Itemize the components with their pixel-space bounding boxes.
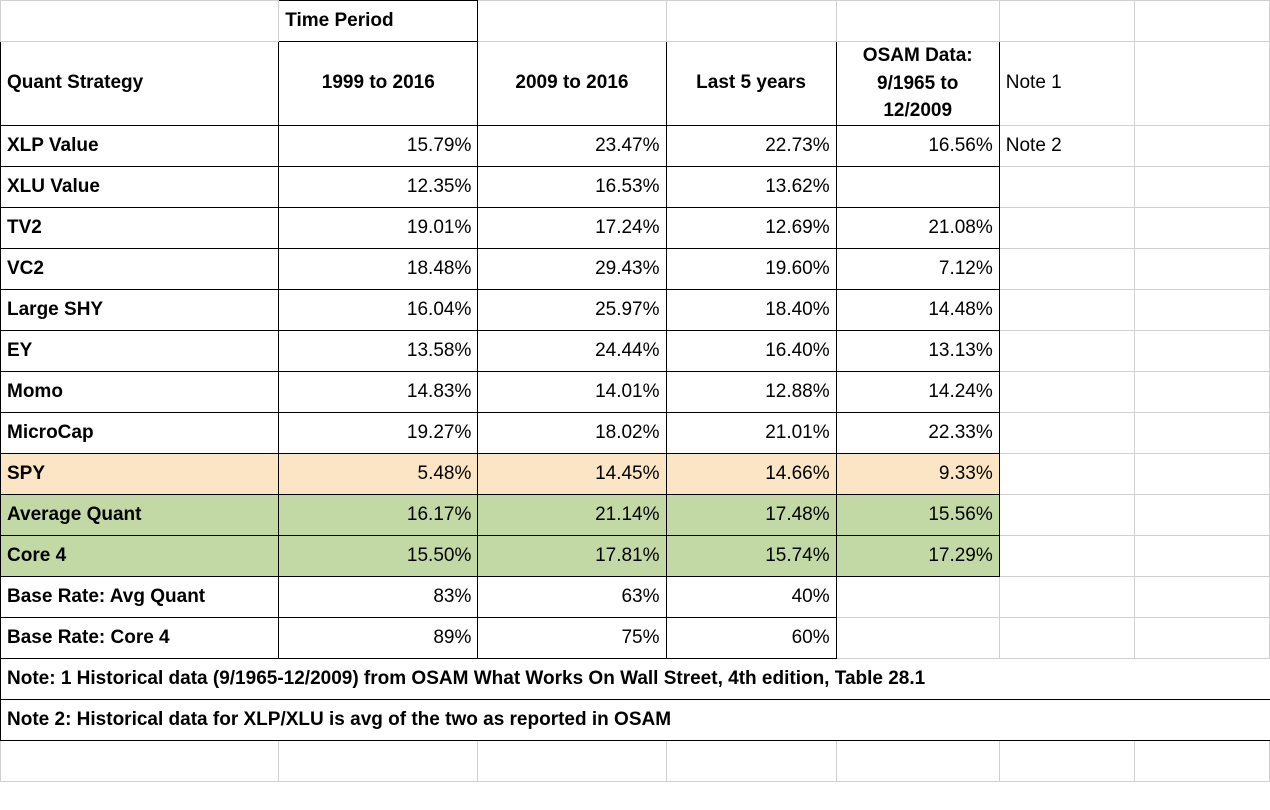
row-value-2009-2016[interactable]: 14.45% [478, 453, 666, 494]
cell-empty-f5[interactable] [999, 207, 1134, 248]
row-value-last-5-years[interactable]: 15.74% [666, 535, 836, 576]
row-label[interactable]: XLP Value [1, 125, 279, 166]
cell-empty-c18[interactable] [478, 740, 666, 781]
cell-empty-a1[interactable] [1, 1, 279, 42]
row-value-osam[interactable]: 15.56% [836, 494, 999, 535]
row-value-osam[interactable]: 13.13% [836, 330, 999, 371]
cell-empty-f15[interactable] [999, 617, 1134, 658]
table-row [1, 371, 1270, 412]
osam-header-line-3: 12/2009 [883, 100, 953, 122]
cell-empty-g11[interactable] [1134, 453, 1269, 494]
osam-header-line-1: OSAM Data: [862, 45, 973, 66]
row-value-1999-2016[interactable]: 13.58% [279, 330, 478, 371]
cell-empty-f7[interactable] [999, 289, 1134, 330]
cell-empty-g12[interactable] [1134, 494, 1269, 535]
row-label[interactable]: Large SHY [1, 289, 279, 330]
row-value-last-5-years[interactable]: 19.60% [666, 248, 836, 289]
table-row [1, 166, 1270, 207]
cell-empty-f9[interactable] [999, 371, 1134, 412]
row-value-1999-2016[interactable]: 19.01% [279, 207, 478, 248]
table-row [1, 412, 1270, 453]
row-value-last-5-years[interactable]: 22.73% [666, 125, 836, 166]
table-row-spy [1, 453, 1270, 494]
time-period-label[interactable]: Time Period [279, 1, 478, 42]
footnote-1[interactable]: Note: 1 Historical data (9/1965-12/2009) from OSAM What Works On Wall Street, 4th edition, Table 28.1 [1, 658, 1135, 699]
footnote-2[interactable]: Note 2: Historical data for XLP/XLU is avg of the two as reported in OSAM [1, 699, 1000, 740]
row-value-osam[interactable] [836, 166, 999, 207]
cell-empty-g5[interactable] [1134, 207, 1269, 248]
cell-empty-f13[interactable] [999, 535, 1134, 576]
cell-empty-b18[interactable] [279, 740, 478, 781]
row-value-last-5-years[interactable]: 12.69% [666, 207, 836, 248]
cell-empty-e18[interactable] [836, 740, 999, 781]
column-header-strategy[interactable]: Quant Strategy [1, 42, 279, 126]
row-label[interactable]: Core 4 [1, 535, 279, 576]
cell-empty-f4[interactable] [999, 166, 1134, 207]
cell-empty-g8[interactable] [1134, 330, 1269, 371]
row-value-2009-2016[interactable]: 29.43% [478, 248, 666, 289]
row-value-2009-2016[interactable]: 25.97% [478, 289, 666, 330]
row-value-2009-2016[interactable]: 75% [478, 617, 666, 658]
row-value-2009-2016[interactable]: 21.14% [478, 494, 666, 535]
row-value-2009-2016[interactable]: 63% [478, 576, 666, 617]
row-label[interactable]: SPY [1, 453, 279, 494]
row-value-last-5-years[interactable]: 18.40% [666, 289, 836, 330]
cell-empty-g17[interactable] [1134, 699, 1269, 740]
cell-empty-a18[interactable] [1, 740, 279, 781]
row-value-osam[interactable]: 21.08% [836, 207, 999, 248]
cell-empty-g4[interactable] [1134, 166, 1269, 207]
row-value-last-5-years[interactable]: 13.62% [666, 166, 836, 207]
cell-empty-f18[interactable] [999, 740, 1134, 781]
cell-empty-f8[interactable] [999, 330, 1134, 371]
row-value-last-5-years[interactable]: 40% [666, 576, 836, 617]
side-note-2[interactable]: Note 2 [999, 125, 1134, 166]
row-label[interactable]: TV2 [1, 207, 279, 248]
cell-empty-f11[interactable] [999, 453, 1134, 494]
cell-empty-g9[interactable] [1134, 371, 1269, 412]
cell-empty-g18[interactable] [1134, 740, 1269, 781]
row-value-1999-2016[interactable]: 16.04% [279, 289, 478, 330]
row-value-osam[interactable]: 16.56% [836, 125, 999, 166]
row-label[interactable]: MicroCap [1, 412, 279, 453]
cell-empty-d1[interactable] [666, 1, 836, 42]
row-value-last-5-years[interactable]: 12.88% [666, 371, 836, 412]
row-value-1999-2016[interactable]: 16.17% [279, 494, 478, 535]
row-value-2009-2016[interactable]: 17.24% [478, 207, 666, 248]
table-row-blank [1, 740, 1270, 781]
row-value-last-5-years[interactable]: 16.40% [666, 330, 836, 371]
cell-empty-g3[interactable] [1134, 125, 1269, 166]
cell-empty-f14[interactable] [999, 576, 1134, 617]
cell-empty-g14[interactable] [1134, 576, 1269, 617]
cell-empty-e1[interactable] [836, 1, 999, 42]
table-row [1, 248, 1270, 289]
row-value-last-5-years[interactable]: 60% [666, 617, 836, 658]
table-row-base-rate-avg-quant [1, 576, 1270, 617]
column-header-last-5-years[interactable]: Last 5 years [666, 42, 836, 126]
cell-empty-f6[interactable] [999, 248, 1134, 289]
row-value-osam[interactable]: 22.33% [836, 412, 999, 453]
footnote-row-2 [1, 699, 1270, 740]
row-label[interactable]: Base Rate: Core 4 [1, 617, 279, 658]
row-value-last-5-years[interactable]: 14.66% [666, 453, 836, 494]
column-header-1999-2016[interactable]: 1999 to 2016 [279, 42, 478, 126]
cell-empty-e14[interactable] [836, 576, 999, 617]
table-row-average-quant [1, 494, 1270, 535]
row-value-osam[interactable]: 17.29% [836, 535, 999, 576]
row-value-1999-2016[interactable]: 83% [279, 576, 478, 617]
row-label[interactable]: VC2 [1, 248, 279, 289]
row-value-osam[interactable]: 14.24% [836, 371, 999, 412]
osam-header-line-2: 9/1965 to [877, 72, 959, 94]
row-value-2009-2016[interactable]: 16.53% [478, 166, 666, 207]
row-value-2009-2016[interactable]: 14.01% [478, 371, 666, 412]
row-label[interactable]: Average Quant [1, 494, 279, 535]
row-value-2009-2016[interactable]: 24.44% [478, 330, 666, 371]
cell-empty-f10[interactable] [999, 412, 1134, 453]
table-header-row [1, 42, 1270, 126]
row-value-osam[interactable]: 9.33% [836, 453, 999, 494]
column-header-2009-2016[interactable]: 2009 to 2016 [478, 42, 666, 126]
footnote-row-1 [1, 658, 1270, 699]
row-value-osam[interactable]: 14.48% [836, 289, 999, 330]
side-note-1[interactable]: Note 1 [999, 42, 1134, 126]
cell-empty-g16[interactable] [1134, 658, 1269, 699]
row-value-osam[interactable]: 7.12% [836, 248, 999, 289]
row-value-1999-2016[interactable]: 89% [279, 617, 478, 658]
cell-empty-c1[interactable] [478, 1, 666, 42]
row-value-1999-2016[interactable]: 5.48% [279, 453, 478, 494]
row-value-1999-2016[interactable]: 18.48% [279, 248, 478, 289]
table-row-base-rate-core-4 [1, 617, 1270, 658]
cell-empty-e15[interactable] [836, 617, 999, 658]
row-label[interactable]: Momo [1, 371, 279, 412]
cell-empty-g2[interactable] [1134, 42, 1269, 126]
cell-empty-g6[interactable] [1134, 248, 1269, 289]
row-value-1999-2016[interactable]: 15.79% [279, 125, 478, 166]
row-value-1999-2016[interactable]: 15.50% [279, 535, 478, 576]
table-row [1, 207, 1270, 248]
row-value-2009-2016[interactable]: 17.81% [478, 535, 666, 576]
cell-empty-g13[interactable] [1134, 535, 1269, 576]
table-row-time-period [1, 1, 1270, 42]
row-value-last-5-years[interactable]: 17.48% [666, 494, 836, 535]
row-value-1999-2016[interactable]: 14.83% [279, 371, 478, 412]
column-header-osam-data[interactable] [836, 42, 999, 126]
table-row [1, 330, 1270, 371]
cell-empty-g10[interactable] [1134, 412, 1269, 453]
row-value-2009-2016[interactable]: 18.02% [478, 412, 666, 453]
cell-empty-f17[interactable] [999, 699, 1134, 740]
row-value-last-5-years[interactable]: 21.01% [666, 412, 836, 453]
row-value-2009-2016[interactable]: 23.47% [478, 125, 666, 166]
cell-empty-g1[interactable] [1134, 1, 1269, 42]
cell-empty-g15[interactable] [1134, 617, 1269, 658]
cell-empty-g7[interactable] [1134, 289, 1269, 330]
table-row [1, 289, 1270, 330]
cell-empty-d18[interactable] [666, 740, 836, 781]
cell-empty-f1[interactable] [999, 1, 1134, 42]
cell-empty-f12[interactable] [999, 494, 1134, 535]
table-row [1, 125, 1270, 166]
row-value-1999-2016[interactable]: 12.35% [279, 166, 478, 207]
row-value-1999-2016[interactable]: 19.27% [279, 412, 478, 453]
table-row-core-4 [1, 535, 1270, 576]
row-label[interactable]: EY [1, 330, 279, 371]
row-label[interactable]: XLU Value [1, 166, 279, 207]
row-label[interactable]: Base Rate: Avg Quant [1, 576, 279, 617]
